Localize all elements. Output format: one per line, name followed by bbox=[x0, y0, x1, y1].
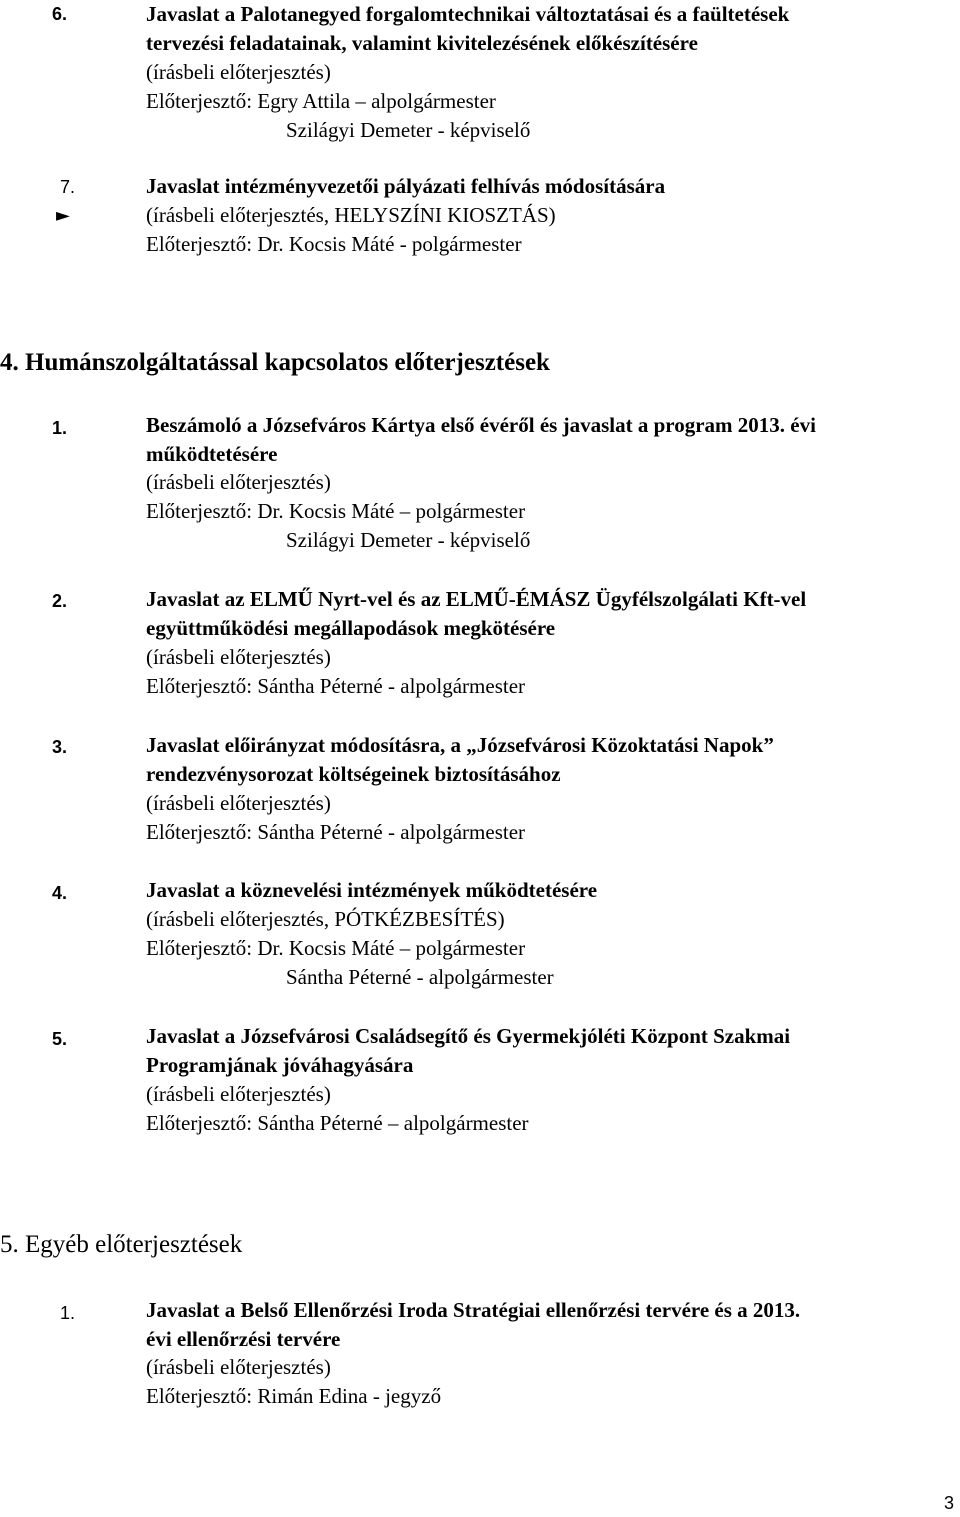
item-presenter: Előterjesztő: Dr. Kocsis Máté – polgármester bbox=[146, 499, 526, 523]
item-number: 6. bbox=[52, 4, 68, 24]
page-number: 3 bbox=[944, 1493, 955, 1513]
item-number: 3. bbox=[52, 737, 68, 757]
item-type: (írásbeli előterjesztés, HELYSZÍNI KIOSZTÁS) bbox=[146, 203, 556, 227]
item-presenter-2: Szilágyi Demeter - képviselő bbox=[286, 528, 531, 552]
item-presenter-2: Szilágyi Demeter - képviselő bbox=[286, 118, 531, 142]
item-presenter: Előterjesztő: Rimán Edina - jegyző bbox=[146, 1384, 442, 1408]
item-number: 4. bbox=[52, 883, 68, 903]
item-presenter: Előterjesztő: Sántha Péterné - alpolgármester bbox=[146, 820, 526, 844]
item-title: Javaslat előirányzat módosításra, a „Józsefvárosi Közoktatási Napok” bbox=[146, 733, 774, 757]
item-title-cont: rendezvénysorozat költségeinek biztosításához bbox=[146, 762, 561, 786]
item-title: Javaslat intézményvezetői pályázati felhívás módosítására bbox=[146, 174, 666, 198]
item-title-cont: együttműködési megállapodások megkötésére bbox=[146, 616, 556, 640]
item-number: 2. bbox=[52, 591, 68, 611]
item-title: Javaslat a Palotanegyed forgalomtechnikai változtatásai és a faültetések bbox=[146, 2, 790, 26]
item-type: (írásbeli előterjesztés) bbox=[146, 470, 331, 494]
item-title-cont: Programjának jóváhagyására bbox=[146, 1053, 414, 1077]
item-presenter: Előterjesztő: Egry Attila – alpolgármester bbox=[146, 89, 496, 113]
item-presenter: Előterjesztő: Sántha Péterné - alpolgármester bbox=[146, 674, 526, 698]
arrow-right-icon: ► bbox=[56, 205, 70, 226]
item-title-cont: évi ellenőrzési tervére bbox=[146, 1327, 341, 1351]
item-title-cont: tervezési feladatainak, valamint kivitelezésének előkészítésére bbox=[146, 31, 698, 55]
item-title: Javaslat a köznevelési intézmények működtetésére bbox=[146, 878, 598, 902]
item-number: 1. bbox=[60, 1303, 76, 1323]
item-number: 5. bbox=[52, 1029, 68, 1049]
item-title: Javaslat a Belső Ellenőrzési Iroda Stratégiai ellenőrzési tervére és a 2013. bbox=[146, 1298, 801, 1322]
item-type: (írásbeli előterjesztés, PÓTKÉZBESÍTÉS) bbox=[146, 907, 505, 931]
item-presenter: Előterjesztő: Dr. Kocsis Máté - polgármester bbox=[146, 232, 522, 256]
item-number: 1. bbox=[52, 418, 68, 438]
item-number: 7. bbox=[60, 177, 76, 197]
item-title-cont: működtetésére bbox=[146, 442, 278, 466]
section-heading: 4. Humánszolgáltatással kapcsolatos előterjesztések bbox=[0, 349, 550, 376]
item-title: Javaslat a Józsefvárosi Családsegítő és Gyermekjóléti Központ Szakmai bbox=[146, 1024, 791, 1048]
item-presenter-2: Sántha Péterné - alpolgármester bbox=[286, 965, 554, 989]
item-type: (írásbeli előterjesztés) bbox=[146, 1355, 331, 1379]
item-type: (írásbeli előterjesztés) bbox=[146, 1082, 331, 1106]
item-type: (írásbeli előterjesztés) bbox=[146, 60, 331, 84]
item-type: (írásbeli előterjesztés) bbox=[146, 791, 331, 815]
item-title: Beszámoló a Józsefváros Kártya első évéről és javaslat a program 2013. évi bbox=[146, 413, 816, 437]
item-presenter: Előterjesztő: Dr. Kocsis Máté – polgármester bbox=[146, 936, 526, 960]
section-heading: 5. Egyéb előterjesztések bbox=[0, 1231, 243, 1258]
item-title: Javaslat az ELMŰ Nyrt-vel és az ELMŰ-ÉMÁSZ Ügyfélszolgálati Kft-vel bbox=[146, 587, 807, 611]
item-type: (írásbeli előterjesztés) bbox=[146, 645, 331, 669]
item-presenter: Előterjesztő: Sántha Péterné – alpolgármester bbox=[146, 1111, 529, 1135]
